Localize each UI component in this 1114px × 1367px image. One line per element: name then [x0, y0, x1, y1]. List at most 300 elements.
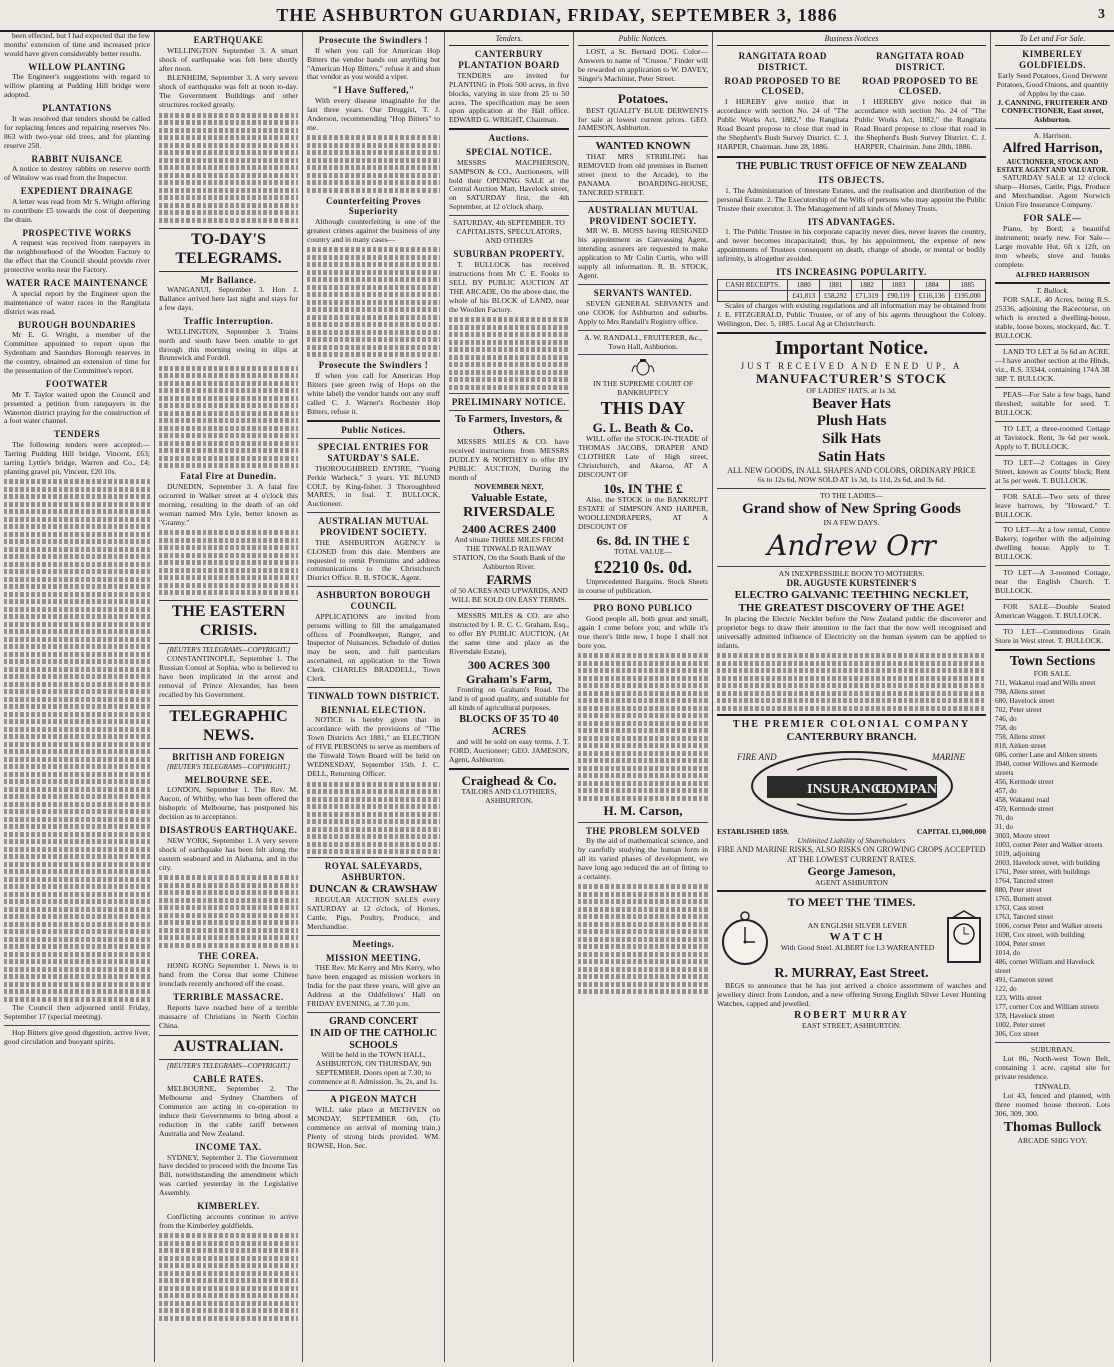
emblem-insurance: INSURANCE: [806, 781, 890, 797]
c2-head-australian: AUSTRALIAN.: [159, 1035, 298, 1060]
c6-colhdr: Business Notices: [717, 32, 986, 46]
c3-head-public: Public Notices.: [341, 424, 406, 435]
c1-head-plantations: PLANTATIONS: [42, 103, 112, 114]
c1-tenders: The following tenders were accepted:—Tarring Pudding Hill bridge, Vincent, £63; tarring Lyttle's bridge, Warren and Co., £4; planting gravel pit, Vincent, £20 10s.: [4, 440, 150, 476]
town-row: 711, Wakanui road and Wills street: [995, 679, 1096, 688]
c6-rangitata-left: [717, 48, 849, 152]
pocket-watch-icon: [717, 910, 773, 966]
c5-potatoes-text: BEST QUALITY BLUE DERWENTS for sale at lowest current prices. GEO. JAMESON, Ashburton.: [578, 105, 708, 133]
town-row: 746, do: [995, 715, 1017, 724]
c5-bargains: Unprecedented Bargains. Stock Sheets in course of publication.: [578, 577, 708, 596]
c7-b4: TO LET, a three-roomed Cottage at Tavistock. Rent, 3s 6d per week. Apply to T. BULLOCK.: [995, 423, 1110, 451]
c7-tinwald-text: Lot 43, fenced and planted, with three roomed house thereon. Lots 306, 309, 300.: [995, 1091, 1110, 1119]
c6-capital: CAPITAL £1,000,000: [916, 826, 986, 836]
c2-fill-a: [159, 113, 298, 223]
c3-fill-a: [307, 135, 440, 193]
c6-rangitata-pair: [717, 48, 986, 152]
royal-arms-icon: [628, 358, 658, 378]
c6-signature: Andrew Orr: [767, 529, 936, 563]
town-row: 457, do: [995, 787, 1017, 796]
c6-popularity-table: [717, 279, 986, 303]
c5-head-amps: AUSTRALIAN MUTUAL PROVIDENT SOCIETY.: [587, 205, 699, 226]
c3-duncan: DUNCAN & CRAWSHAW: [309, 883, 438, 896]
c1-head-water: WATER RACE MAINTENANCE: [5, 278, 149, 289]
c2-head-earthquake: EARTHQUAKE: [193, 35, 264, 45]
c5-head-probono: PRO BONO PUBLICO: [593, 603, 693, 614]
town-row: 491, Cameron street: [995, 976, 1054, 985]
c4-grahams: 300 ACRES 300 Graham's Farm,: [466, 657, 552, 687]
c1-rabbit: A notice to destroy rabbits on reserve north of Winslow was read from the Inspector.: [4, 164, 150, 183]
town-row: 306, Cox street: [995, 1030, 1039, 1039]
c6-prices: 6s to 12s 6d, NOW SOLD AT 1s 3d, 1s 11d, 2s 6d, and 3s 6d.: [757, 474, 946, 484]
c7-suburban: SUBURBAN.: [1030, 1045, 1075, 1055]
c2-fatal: DUNEDIN, September 3. A fatal fire occurred in Walker street at 4 o'clock this morning, resulting in the death of an old woman named Mrs Lyle, better known as "Granny.": [159, 482, 298, 527]
c3-head-prosecute2: Prosecute the Swindlers !: [318, 360, 429, 371]
column-3: [302, 32, 444, 1362]
c6-objects-head: ITS OBJECTS.: [818, 175, 885, 186]
c6-rangitata-right: [855, 48, 987, 152]
c1-adjourn: The Council then adjourned until Friday, September 17 (special meeting).: [4, 1003, 150, 1022]
c3-catholic: IN AID OF THE CATHOLIC SCHOOLS: [309, 1027, 438, 1051]
c4-farmers: To Farmers, Investors, & Others.: [455, 414, 563, 437]
c7-suburban-text: Lot 86, North-west Town Belt, containing 1 acre, capital site for private residence.: [995, 1054, 1110, 1082]
c6-murray-text: BEGS to announce that he has just arrived a choice assortment of watches and jewellery direct from London, and a new offering Strong English Silver Lever Hunting Watches, capped and jewelled.: [717, 981, 986, 1009]
c4-farms: FARMS: [486, 571, 532, 587]
c1-head-footwater: FOOTWATER: [45, 379, 109, 389]
c5-discount1: 10s. IN THE £: [603, 480, 683, 496]
column-6: [712, 32, 990, 1362]
town-row: 3003, Moore street: [995, 832, 1050, 841]
town-row: 798, Allens street: [995, 688, 1046, 697]
c6-watch: WATCH: [829, 931, 886, 944]
c7-saturday: SATURDAY SALE at 12 o'clock sharp—Horses, Cattle, Pigs, Produce and Merchandise. Agent Norwich Union Fire Insurance Company.: [995, 173, 1110, 210]
c6-silver: AN ENGLISH SILVER LEVER: [807, 921, 908, 931]
town-row: 1014, do: [995, 949, 1021, 958]
c4-acres-text: And situate THREE MILES FROM THE TINWALD RAILWAY STATION, On the South Bank of the Ashburton River.: [452, 535, 566, 571]
c7-bullock-h: T. Bullock.: [1036, 286, 1069, 296]
c2-cable: MELBOURNE, September 2. The Melbourne and Sydney Chambers of Commerce are acting in co-operation to induce their Governments to bring about a reduction in the cable tariff between Australia and New Zealand.: [159, 1084, 298, 1138]
c4-miles: MESSRS MILES & CO. have received instructions from MESSRS DUDLEY & NORTHEY to offer BY PUBLIC AUCTION, During the month of: [449, 436, 569, 482]
c5-thisday: THIS DAY: [600, 398, 686, 419]
town-row: 680, Havelock street: [995, 697, 1055, 706]
c5-potatoes: Potatoes.: [617, 91, 669, 107]
c5-total-label: TOTAL VALUE—: [614, 547, 672, 557]
town-row: 70, do: [995, 814, 1013, 823]
c7-b3: PEAS—For Sale a few bags, hand threshed; suitable for seed. T. BULLOCK.: [995, 390, 1110, 417]
c6-agent: AGENT ASHBURTON: [815, 877, 888, 887]
c4-november: NOVEMBER NEXT,: [474, 482, 544, 492]
c5-head-servants: SERVANTS WANTED.: [593, 288, 693, 299]
c6-important: Important Notice.: [774, 337, 929, 360]
c7-canning: J. CANNING, FRUITERER AND CONFECTIONER, East street, Ashburton.: [997, 97, 1108, 125]
c3-head-counterfeiting: Counterfeiting Proves Superiority: [325, 195, 422, 217]
town-row: 818, Aitken street: [995, 742, 1046, 751]
emblem-fire: FIRE AND: [736, 751, 777, 762]
c3-duncan-text: REGULAR AUCTION SALES every SATURDAY at 12 o'clock, of Horses, Cattle, Pigs, Poultry, Produce, and Merchandise.: [307, 895, 440, 932]
c2-head-kimberley: KIMBERLEY.: [197, 1201, 260, 1212]
c4-suburban: T. BULLOCK has received instructions from Mr C. E. Fooks to SELL BY PUBLIC AUCTION AT THE ARCADE, On the above date, the whole of his BLOCK of LAND, near the Woollen Factory.: [449, 259, 569, 314]
c7-aharrison: A. Harrison.: [1033, 131, 1072, 141]
c7-town-list: [995, 679, 1110, 1039]
pop-h2: 1881: [820, 279, 852, 290]
pop-v1: £41,813: [788, 291, 820, 302]
c3-head-wanted: "I Have Suffered,": [332, 85, 415, 96]
c2-ballance: WANGANUI, September 3. Hon J. Ballance arrived here last night and stays for a few days.: [159, 285, 298, 313]
c3-biennial: NOTICE is hereby given that in accordance with the provisions of "The Town Districts Act 1881," an ELECTION of FIVE PERSONS to serve as members of the Tinwald Town Board will be held on WEDNESDAY, September 15th. J. C. DELL, Returning Officer.: [307, 715, 440, 779]
c5-total: £2210 0s. 0d.: [593, 557, 692, 578]
c7-b1: FOR SALE, 40 Acres, being R.S. 25336, adjoining the Racecourse, on which is erected a dwelling-house, stable, loose boxes, stockyard, &c. T. BULLOCK.: [995, 295, 1110, 341]
c5-carson: H. M. Carson,: [603, 803, 683, 819]
c6-allnew: ALL NEW GOODS, IN ALL SHAPES AND COLORS, ORDINARY PRICE: [727, 466, 976, 476]
c5-court: IN THE SUPREME COURT OF BANKRUPTCY: [592, 379, 694, 398]
town-row: 1004, Peter street: [995, 940, 1046, 949]
c4-craighead: Craighead & Co.: [461, 772, 557, 788]
c6-advantages: 1. The Public Trustee in his corporate capacity never dies, never leaves the country, and never becomes incapacitated; thus, by his appointment, the expense of new appointments of Trustees consequent on death, change of abode, or mental or bodily infirmity, is altogether avoided.: [717, 227, 986, 264]
c7-kimberley: KIMBERLEY GOLDFIELDS.: [1019, 49, 1086, 71]
town-row: 1003, corner Peter and Walker streets: [995, 841, 1103, 850]
c6-address: EAST STREET, ASHBURTON.: [801, 1020, 902, 1030]
c1-water: A special report by the Engineer upon the maintenance of water races in the Rangitata district was read.: [4, 288, 150, 316]
column-7: [990, 32, 1114, 1362]
c7-b6: FOR SALE—Two sets of three leave barrows, by "Howard." T. BULLOCK.: [995, 491, 1110, 519]
c2-eq2: BLENHEIM, September 3. A very severe shock of earthquake was felt at noon to-day. The Government Buildings and other structures rocked greatly.: [159, 73, 298, 110]
c3-amps: THE ASHBURTON AGENCY is CLOSED from this date. Members are requested to remit Premiums and address communications to the Christchurch District Office. R. B. STOCK, Agent.: [307, 537, 440, 583]
c4-saturday: SATURDAY, 4th SEPTEMBER. TO CAPITALISTS, SPECULATORS, AND OTHERS: [453, 218, 565, 246]
c6-objects: 1. The Administration of Intestate Estates, and the realisation and distribution of the personal Estate. 2. The Executorship of the Wills of persons who may appoint the Public Trustee their executor. 3. The Management of all kinds of Money Trusts.: [717, 186, 986, 213]
c6-hat2: Plush Hats: [816, 413, 887, 430]
c3-head-tinwald: TINWALD TOWN DISTRICT.: [307, 691, 440, 702]
c2-massacre: Reports have reached here of a terrible massacre of Christians in North Cochin China.: [159, 1002, 298, 1030]
town-row: 1764, Tancred street: [995, 877, 1054, 886]
c6-greatest: THE GREATEST DISCOVERY OF THE AGE!: [738, 602, 965, 615]
c5-amps: MR W. B. MOSS having RESIGNED his appointment as Canvassing Agent, intending assurers are requested to make application to Mr Colin Curtis, who will supply all information. R. B. STOCK, Agent.: [578, 226, 708, 281]
pop-v4: £90,119: [883, 291, 914, 302]
c1-prospective: A request was received from ratepayers in the neighbourhood of the Wooden Factory to the effect that the Council should provide river protective works near the Factory.: [4, 238, 150, 275]
c5-wanted: WANTED KNOWN: [595, 140, 691, 153]
c7-tinwald: TINWALD.: [1034, 1082, 1071, 1092]
c7-b8: TO LET—A 3-roomed Cottage, near the English Church. T. BULLOCK.: [995, 568, 1110, 596]
c1-head-prospective: PROSPECTIVE WORKS: [22, 227, 132, 238]
c7-alfred2: ALFRED HARRISON: [1015, 269, 1090, 279]
c4-head-special: SPECIAL NOTICE.: [465, 146, 553, 157]
c5-colhdr: Public Notices.: [578, 32, 708, 46]
c2-corea: HONG KONG September 1. News is to hand from the Corea that some Chinese ironclads recently anchored off the coast.: [159, 961, 298, 989]
c4-tenders: TENDERS are invited for PLANTING in Plots 500 acres, in five blocks, varying in size from 25 to 50 acres. The specification may be seen upon application at the Hall office. EDWARD G. WRIGHT, Chairman.: [449, 70, 569, 125]
c3-head-pigeon: A PIGEON MATCH: [330, 1094, 417, 1105]
town-row: 1763, Cass street: [995, 904, 1044, 913]
town-row: 1761, Peter street, with buildings: [995, 868, 1091, 877]
pop-v2: £58,292: [820, 291, 852, 302]
c2-head-cable: CABLE RATES.: [193, 1073, 264, 1084]
c7-b7: TO LET—At a low rental, Centre Bakery, together with the adjoining dwelling house. Apply to T. BULLOCK.: [995, 525, 1110, 562]
c3-head-meetings: Meetings.: [352, 939, 395, 950]
pop-h4: 1883: [883, 279, 914, 290]
c2-fill-d: [159, 875, 298, 948]
c6-price: With Good Steel. ALBERT for L3 WARRANTED: [780, 943, 935, 953]
c6-fill-a: [717, 653, 986, 711]
pop-v6: £195,000: [950, 291, 986, 302]
town-row: 1763, Tancred street: [995, 913, 1054, 922]
c3-swindlers: If when you call for American Hop Bitters the vendor hands out anything but "American Hop Bitters," refuse it and shun that vendor as you would a viper.: [307, 45, 440, 82]
c2-head-traffic: Traffic Interruption.: [183, 316, 274, 326]
masthead: [0, 0, 1114, 32]
c3-prosecute2: If when you call for American Hop Bitters (see green twig of Hops on the white label) the vendor hands out any stuff called C. J. Warner's Rochester Hop Bitters, refuse it.: [307, 371, 440, 416]
c6-robert: ROBERT MURRAY: [794, 1010, 909, 1021]
c6-unlimited: Unlimited Liability of Shareholders: [797, 835, 906, 845]
c4-craighead-text: TAILORS AND CLOTHIERS, ASHBURTON.: [461, 786, 557, 805]
c2-head-eastern: THE EASTERN CRISIS.: [159, 600, 298, 644]
c2-head-corea: THE COREA.: [197, 950, 259, 961]
c6-established: ESTABLISHED 1859.: [717, 826, 790, 836]
c3-fill-b: [307, 247, 440, 357]
c6-murray: R. MURRAY, East Street.: [774, 965, 929, 981]
c6-hat3: Silk Hats: [822, 431, 881, 448]
c6-rang-text-l: I HEREBY give notice that in accordance with section No. 24 of "The Public Works Act, 1882," the Rangitata Road Board propose to close that road in the Shepherd's Bush Survey District. C. J. HARPER, Chairman. June 28, 1886.: [717, 96, 849, 151]
column-1: [0, 32, 154, 1362]
town-row: 702, Peter street: [995, 706, 1042, 715]
c7-alfred: Alfred Harrison,: [1002, 141, 1103, 157]
c6-public-trust: THE PUBLIC TRUST OFFICE OF NEW ZEALAND: [736, 160, 967, 172]
c7-forsale: FOR SALE—: [1023, 213, 1082, 224]
town-row: 2003, Havelock street, with building: [995, 859, 1100, 868]
c1-head-willow: WILLOW PLANTING: [28, 61, 126, 72]
c6-fire-risks: FIRE AND MARINE RISKS, ALSO RISKS ON GROWING CROPS ACCEPTED AT THE LOWEST CURRENT RATES.: [717, 845, 986, 864]
c7-b9: FOR SALE—Double Seated American Waggon. T. BULLOCK.: [995, 602, 1110, 621]
c4-fill-a: [449, 317, 569, 390]
c6-necklet: ELECTRO GALVANIC TEETHING NECKLET,: [734, 589, 969, 602]
town-row: 459, Kermode street: [995, 805, 1054, 814]
town-row: 1019, adjoining: [995, 850, 1041, 859]
c5-servants: SEVEN GENERAL SERVANTS and one COOK for Ashburton and suburbs. Apply to Mrs Randall's Registry office.: [578, 298, 708, 326]
town-row: 458, Wakanui road: [995, 796, 1050, 805]
c6-fewdays: IN A FEW DAYS.: [823, 517, 880, 527]
c2-disastrous: NEW YORK, September 1. A very severe shock of earthquake has been felt along the eastern seaboard and in Alabama, and in the city.: [159, 835, 298, 872]
town-row: 1006, corner Peter and Walker streets: [995, 922, 1103, 931]
emblem-company: COMPANY: [874, 781, 947, 797]
c1-head-tenders: TENDERS: [53, 429, 100, 440]
insurance-company-emblem: [727, 746, 977, 826]
c6-to-ladies: TO THE LADIES—: [820, 490, 883, 500]
c7-b5: TO LET—2 Cottages in Grey Street, known as Coutts' block; Rent at 5s per week. T. BULLOCK.: [995, 457, 1110, 485]
c6-canterbury: CANTERBURY BRANCH.: [786, 730, 917, 743]
c7-b10: TO LET—Commodious Grain Store in West street. T. BULLOCK.: [995, 627, 1110, 645]
c3-counterfeiting: Although counterfeiting is one of the greatest crimes against the business of any country and in many cases—: [307, 217, 440, 244]
town-row: 456, Kermode street: [995, 778, 1054, 787]
town-row: 1002, Peter street: [995, 1021, 1046, 1030]
c1-footwater: Mr T. Taylor waited upon the Council and presented a petition from ratepayers in the Waterton district praying for the construction of a foot water channel.: [4, 389, 150, 426]
town-row: 122, do: [995, 985, 1017, 994]
c1-willow: The Engineer's suggestions with regard to willow planting at Pudding Hill bridge were adopted.: [4, 72, 150, 100]
town-row: 1765, Burnett street: [995, 895, 1052, 904]
pop-h0: CASH RECEIPTS.: [718, 279, 788, 290]
c2-melbourne: LONDON, September 1. The Rev. M. Aucon, of Whitby, who has been offered the bishopric of Melbourne, has postponed his decision as to acceptance.: [159, 785, 298, 822]
c6-times: TO MEET THE TIMES.: [787, 895, 916, 910]
c4-riversdale: RIVERSDALE: [463, 505, 555, 521]
emblem-marine: MARINE: [931, 751, 965, 762]
c6-rang-sub-r: ROAD PROPOSED TO BE CLOSED.: [862, 75, 979, 97]
c5-stock: Also, the STOCK in the BANKRUPT ESTATE of SIMPSON AND HARPER, WOOLLENDRAPERS, AT A DISCOUNT OF: [578, 495, 708, 531]
town-row: 31, do: [995, 823, 1013, 832]
c2-head-melbourne: MELBOURNE SEE.: [184, 774, 273, 785]
c2-fill-c: [159, 530, 298, 595]
c2-reuter2: [REUTER'S TELEGRAMS—COPYRIGHT.]: [166, 763, 291, 772]
town-row: 880, Peter street: [995, 886, 1042, 895]
c4-head-auctions: Auctions.: [488, 133, 530, 144]
c7-colhdr: To Let and For Sale.: [995, 32, 1110, 46]
c2-kimberley: Conflicting accounts continue to arrive from the Kimberley goldfields.: [159, 1211, 298, 1230]
town-row: 378, Havelock street: [995, 1012, 1055, 1021]
pop-v3: £71,319: [851, 291, 883, 302]
town-row: 758, Allens street: [995, 733, 1046, 742]
c3-pigeon: WILL take place at METHVEN on MONDAY, SEPTEMBER 6th, (To commence on arrival of morning train.) Plenty of strong birds provided. WM. ROWSE, Hon. Sec.: [307, 1104, 440, 1150]
c6-watch-row: [717, 910, 986, 966]
c3-head-borough: ASHBURTON BOROUGH COUNCIL: [316, 590, 431, 611]
page-number: 3: [1098, 7, 1106, 22]
c6-just: JUST RECEIVED AND ENED UP, A: [740, 360, 963, 371]
c6-ladies: OF LADIES' HATS, at 1s 3d.: [806, 385, 897, 395]
c6-advantages-head: ITS ADVANTAGES.: [807, 216, 896, 227]
c6-spring: Grand show of New Spring Goods: [742, 500, 961, 517]
c4-blocks-text: and will be sold on easy terms. J. T. FORD, Auctioneer; GEO. JAMESON, Agent, Ashburton.: [449, 736, 569, 764]
c3-wanted: With every disease imaginable for the last three years. Our Druggist, T. J. Anderson, recommending "Hop Bitters" to me.: [307, 96, 440, 132]
c3-head-biennial: BIENNIAL ELECTION.: [320, 704, 427, 715]
c6-hat4: Satin Hats: [817, 448, 886, 465]
c2-traffic: WELLINGTON, September 3. Trains north and south have been unable to get through this morning owing to slips at Brunswick and Fordell.: [159, 326, 298, 363]
town-row: 758, do: [995, 724, 1017, 733]
town-row: 123, Wills street: [995, 994, 1042, 1003]
c5-discount2: 6s. 8d. IN THE £: [596, 532, 690, 548]
c6-manufacturers: MANUFACTURER'S STOCK: [755, 371, 948, 387]
c6-scales: Scales of charges with existing regulations and all information may be obtained from J. E. FITZGERALD, Public Trustee, or of any of his agents throughout the Colony. Wellington, Dec. 5, 1885. Local Ag at Christchurch.: [717, 301, 986, 329]
c4-grahams-text: Fronting on Graham's Road. The land is of good quality, and suitable for all kinds of agricultural purposes.: [449, 685, 569, 713]
c2-head-british: BRITISH AND FOREIGN: [172, 751, 285, 762]
c7-seed: Early Seed Potatoes, Good Derwent Potatoes, Good Onions, and quantity of Apples by the case.: [996, 70, 1109, 98]
c2-head-ballance: Mr Ballance.: [200, 274, 257, 285]
mantel-clock-icon: [942, 910, 986, 966]
c3-concert-text: Will be held in the TOWN HALL, ASHBURTON, ON THURSDAY, 9th SEPTEMBER. Doors open at 7.30; to commence at 8. Admission, 3s, 2s, and 1s.: [309, 1050, 438, 1087]
c5-wanted-text: THAT MRS STRIBLING has REMOVED from old premises in Burnett street (next to the Arcade), to the PANAMA BOARDING-HOUSE, TANCRED STREET.: [578, 152, 708, 198]
c3-head-special: SPECIAL ENTRIES FOR SATURDAY'S SALE.: [317, 442, 430, 464]
c6-popularity-head: ITS INCREASING POPULARITY.: [776, 267, 927, 278]
c3-mission: THE Rev. Mr Kerry and Mrs Kerry, who have been engaged as mission workers in India for the past three years, will give an Address at the Oddfellows' Hall on FRIDAY EVENING, at 7.30 p.m.: [307, 963, 440, 1009]
c6-watch-text: [779, 922, 936, 953]
c3-head-mission: MISSION MEETING.: [325, 952, 422, 963]
c2-income: SYDNEY, September 2. The Government have decided to proceed with the Income Tax Bill, notwithstanding the amendment which was carried yesterday in the Legislative Assembly.: [159, 1152, 298, 1198]
c5-beath-text: WILL offer the STOCK-IN-TRADE of THOMAS JACOBS, DRAPER AND CLOTHIER Late of High street, Christchurch, and Akaroa, AT A DISCOUNT OF: [578, 433, 708, 479]
c1-burough: Mr E. G. Wright, a member of the Committee appointed to report upon the Sydenham and Saundsrs Borough reserves in the country, obtained an extension of time for the presentation of the Committee's report.: [4, 330, 150, 376]
c7-forsale-text: Piano, by Bord; a beautiful instrument; nearly new. For Sale—Large movable Hut, 6ft x 12ft, on iron wheels; stove and bunks complete.: [995, 223, 1110, 269]
c6-rang-sub-l: ROAD PROPOSED TO BE CLOSED.: [724, 75, 841, 97]
town-row: 177, corner Cox and William streets: [995, 1003, 1099, 1012]
c3-head-swindlers: Prosecute the Swindlers !: [318, 35, 429, 45]
c5-randall: A. W. RANDALL, FRUITERER, &c., Town Hall, Ashburton.: [584, 332, 702, 351]
pop-v0: [718, 291, 788, 302]
c1-head-burough: BUROUGH BOUNDARIES: [18, 319, 136, 330]
masthead-title: THE ASHBURTON GUARDIAN, FRIDAY, SEPTEMBER 3, 1886: [276, 5, 838, 25]
c1-plantations: It was resolved that tenders should be called for replacing fences and repairing reserves No. 863 with two-year old trees, and for planting reserve 258.: [4, 113, 150, 150]
town-row: 3940, corner Willows and Kermode streets: [995, 760, 1098, 778]
c6-rang-text-r: I HEREBY give notice that in accordance with section No. 24 of "The Public Works Act, 1882," the Rangitata Road Board propose to close that road in the Shepherd's Bush Survey District. C. J. HARPER, Chairman. June 28th, 1886.: [854, 96, 986, 151]
c7-b2: LAND TO LET at 5s 6d an ACRE.—I have another section at the Hinds, viz., R.S. 33344, containing 174A 3R 38P. T. BULLOCK.: [995, 347, 1110, 384]
c6-rang-head-r: RANGITATA ROAD DISTRICT.: [876, 51, 965, 73]
c7-arcade: ARCADE SHIG YOY.: [1017, 1135, 1088, 1145]
pop-h3: 1882: [851, 279, 883, 290]
c4-blocks: BLOCKS OF 35 TO 40 ACRES: [459, 714, 559, 737]
c7-town-forsale: FOR SALE.: [1033, 669, 1072, 679]
c2-head-fatal: Fatal Fire at Dunedin.: [180, 471, 277, 482]
c7-thomas: Thomas Bullock: [1003, 1120, 1102, 1136]
c5-lost: LOST, a St. Bernard DOG. Color—Answers to name of "Crusoe." Finder will be rewarded on application to W. DAVEY, Singer's Machinist, Peter Street.: [578, 47, 708, 84]
pop-h5: 1884: [914, 279, 950, 290]
column-5: [573, 32, 712, 1362]
c1-text-fill: [4, 479, 150, 1002]
c4-valuable: Valuable Estate,: [471, 492, 547, 505]
c2-head-disastrous: DISASTROUS EARTHQUAKE.: [159, 825, 298, 836]
c1-drainage: A letter was read from Mr S. Wright offering to contribute £5 towards the cost of deepening the drain.: [4, 196, 150, 224]
c3-borough: APPLICATIONS are invited from persons willing to fill the amalgamated offices of Poundkeeper, Ranger, and Inspector of Nuisances. Schedule of duties may be seen, and full particulars ascertained, on application to the Town Clerk. CHARLES BRADDELL, Town Clerk.: [307, 611, 440, 684]
c5-problem: By the aid of mathematical science, and by carefully studying the human form in all its varied phases of development, we have long ago reduced the art of fitting to a certainty.: [578, 836, 708, 881]
pop-v5: £116,136: [914, 291, 950, 302]
c5-fill-b: [578, 884, 708, 994]
c3-fill-c: [307, 782, 440, 855]
c6-necklet-text: In placing the Electric Necklet before the New Zealand public the discoverer and proprietor begs to draw their attention to the fact that the now well recognised and universally admitted influence of Electricity on the human system can be applied to infants.: [717, 614, 986, 650]
c6-jameson: George Jameson,: [807, 864, 896, 879]
c6-kursteiner: DR. AUGUSTE KURSTEINER'S: [786, 578, 917, 589]
c6-boon: AN INEXPRESSIBLE BOON TO MOTHERS.: [778, 568, 925, 578]
town-row: 686, corner Lane and Aitken streets: [995, 751, 1098, 760]
c3-head-amps: AUSTRALIAN MUTUAL PROVIDENT SOCIETY.: [318, 516, 429, 537]
c4-head-preliminary: PRELIMINARY NOTICE.: [451, 396, 567, 407]
c5-beath: G. L. Beath & Co.: [592, 419, 694, 435]
c2-fill-b: [159, 366, 298, 469]
c4-acres: 2400 ACRES 2400: [461, 521, 556, 536]
c6-premier: THE PREMIER COLONIAL COMPANY: [732, 718, 971, 730]
c6-hat1: Beaver Hats: [812, 395, 891, 412]
c5-probono: Good people all, both great and small, again I come before you; and while it's true there's little new, I hope I shall not bore you.: [578, 613, 708, 650]
c7-auctioneer: AUCTIONEER, STOCK AND ESTATE AGENT AND VALUATOR.: [996, 157, 1109, 175]
town-row: 486, corner William and Havelock street: [995, 958, 1095, 976]
c2-head-todays: TO-DAY'S TELEGRAMS.: [159, 228, 298, 272]
pop-h6: 1885: [950, 279, 986, 290]
c4-farms-text: of 50 ACRES AND UPWARDS, AND WILL BE SOLD ON EASY TERMS.: [450, 586, 568, 605]
c7-town-sections: Town Sections: [1009, 653, 1096, 669]
c5-head-problem: THE PROBLEM SOLVED: [585, 825, 701, 836]
c4-miles2: MESSRS MILES & CO. are also instructed by I. R. C. C. Graham, Esq., to offer BY PUBLIC AUCTION, (At the same time and place as the Riversdale Estate),: [449, 611, 569, 656]
c5-fill-a: [578, 653, 708, 801]
c4-head-suburban: SUBURBAN PROPERTY.: [453, 249, 565, 260]
c3-head-saleyards: ROYAL SALEYARDS, ASHBURTON.: [324, 861, 423, 882]
c3-special: THOROUGHBRED ENTIRE, "Young Perkie Warbeck," 3 years. YE BLUND COLT, by King-fisher. 3 Thoroughbred MARES, in foal. T. BULLOCK, Auctioneer.: [307, 463, 440, 509]
c4-head-canterbury: CANTERBURY PLANTATION BOARD: [458, 49, 560, 71]
c3-concert: GRAND CONCERT: [329, 1016, 418, 1028]
c1-lead: been effected, but I had expected that the few months' extension of time and increased price would have given considerably better results.: [4, 32, 150, 58]
c2-reuter1: [REUTER'S TELEGRAMS—COPYRIGHT.]: [166, 646, 291, 655]
c2-reuter3: [REUTER'S TELEGRAMS—COPYRIGHT.]: [166, 1062, 291, 1071]
c2-fill-e: [159, 1233, 298, 1321]
c2-eq1: WELLINGTON September 3. A smart shock of earthquake was felt here shortly after noon.: [159, 45, 298, 73]
c1-head-rabbit: RABBIT NUISANCE: [31, 153, 123, 164]
c6-rang-head-l: RANGITATA ROAD DISTRICT.: [738, 51, 827, 73]
town-row: 1698, Cox street, with building: [995, 931, 1085, 940]
c1-head-drainage: EXPEDIENT DRAINAGE: [20, 186, 134, 197]
column-4: [444, 32, 573, 1362]
c2-eastern: CONSTANTINOPLE, September 1. The Russian Consul at Sophia, who is believed to have been implicated in the arrest and removal of Prince Alexander, has been recalled by his Government.: [159, 654, 298, 700]
column-2: [154, 32, 302, 1362]
c2-head-massacre: TERRIBLE MASSACRE.: [173, 991, 284, 1002]
c4-macpherson: MESSRS MACPHERSON, SAMPSON & CO., Auctioneers, will hold their OPENING SALE at the Central Auction Mart, Havelock street, on SATURDAY first, the 4th September, at 12 o'clock sharp.: [449, 157, 569, 212]
pop-h1: 1880: [788, 279, 820, 290]
c2-head-telegraphic: TELEGRAPHIC NEWS.: [159, 705, 298, 749]
